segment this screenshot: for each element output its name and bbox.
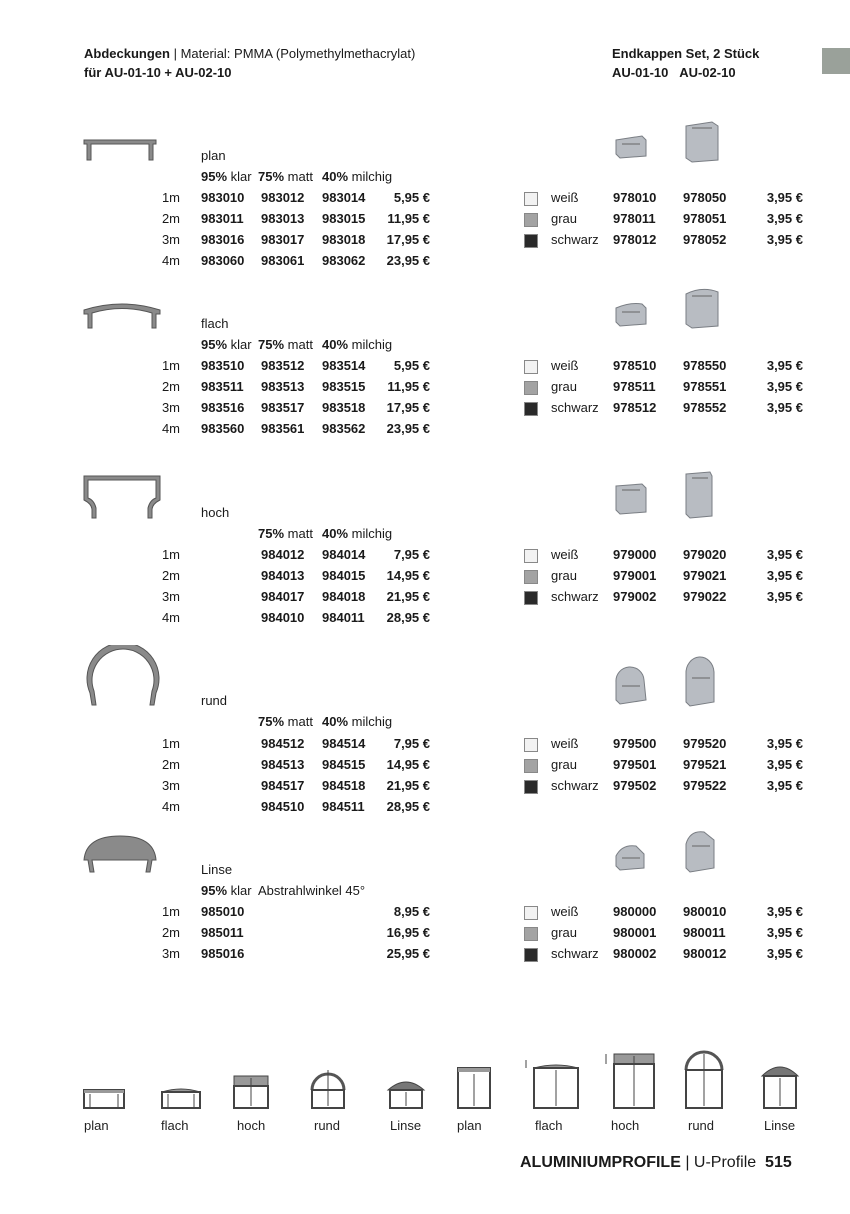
swatch-weiss — [524, 549, 538, 563]
cross-section-label: hoch — [611, 1118, 640, 1133]
table-row: 4m 984010 984011 28,95 € — [161, 610, 430, 625]
table-row: 1m 983010 983012 983014 5,95 € weiß 978010 978050 3,95 € — [161, 190, 803, 205]
section-name: flach — [201, 316, 229, 331]
chapter-tab — [822, 48, 850, 74]
swatch-weiss — [524, 192, 538, 206]
endcap-image-icon — [612, 840, 648, 872]
swatch-schwarz — [524, 780, 538, 794]
header-compat: für AU-01-10 + AU-02-10 — [84, 65, 232, 80]
swatch-grau — [524, 759, 538, 773]
table-row: 2m 985011 16,95 € grau 980001 980011 3,95 € — [161, 925, 803, 940]
cross-section-label: rund — [314, 1118, 341, 1133]
cross-section-flach-icon — [158, 1082, 204, 1110]
endcap-col-a: AU-01-10 — [612, 65, 669, 80]
cross-section-label: plan — [84, 1118, 109, 1133]
section-name: hoch — [201, 505, 230, 520]
table-row: 1m 985010 8,95 € weiß 980000 980010 3,95 € — [161, 904, 803, 919]
endcap-image-icon — [612, 480, 648, 516]
table-row: 1m 984012 984014 7,95 € weiß 979000 979020 3,95 € — [161, 547, 803, 562]
cross-section-plan-icon — [82, 1088, 126, 1110]
cross-section-plan-icon — [456, 1066, 492, 1110]
endcap-image-icon — [612, 666, 648, 706]
table-row: 3m 985016 25,95 € schwarz 980002 980012 3,95 € — [161, 946, 803, 961]
section-name: rund — [201, 693, 228, 708]
table-row: 2m 984013 984015 14,95 € grau 979001 979021 3,95 € — [161, 568, 803, 583]
page-footer — [520, 1154, 792, 1172]
profile-rund-icon — [82, 645, 164, 707]
swatch-schwarz — [524, 591, 538, 605]
column-header: 75% matt — [258, 337, 313, 352]
endcap-set-title: Endkappen Set, 2 Stück — [612, 46, 760, 61]
cross-section-hoch-icon — [602, 1050, 658, 1110]
swatch-grau — [524, 381, 538, 395]
endcap-image-icon — [612, 134, 648, 160]
column-header: 75% matt — [258, 169, 313, 184]
endcap-image-icon — [612, 300, 648, 328]
table-row: 4m 983560 983561 983562 23,95 € — [161, 421, 430, 436]
profile-linse-icon — [82, 834, 158, 874]
cross-section-label: rund — [688, 1118, 715, 1133]
column-header: 40% milchig — [322, 526, 393, 541]
cross-section-label: Linse — [390, 1118, 422, 1133]
profile-flach-icon — [82, 300, 162, 330]
column-header: 40% milchig — [322, 169, 393, 184]
cross-section-label: flach — [535, 1118, 563, 1133]
table-row: 3m 984517 984518 21,95 € schwarz 979502 979522 3,95 € — [161, 778, 803, 793]
column-header: 95% klar — [201, 883, 252, 898]
swatch-grau — [524, 570, 538, 584]
header-right — [612, 44, 759, 82]
endcap-col-b: AU-02-10 — [679, 65, 736, 80]
table-row: 3m 984017 984018 21,95 € schwarz 979002 979022 3,95 € — [161, 589, 803, 604]
footer-title: ALUMINIUMPROFILE — [520, 1154, 681, 1171]
swatch-weiss — [524, 906, 538, 920]
cross-section-label: Linse — [764, 1118, 796, 1133]
swatch-weiss — [524, 360, 538, 374]
section-name: plan — [201, 148, 226, 163]
endcap-image-icon — [682, 120, 722, 164]
header-left — [84, 44, 415, 82]
table-row: 2m 984513 984515 14,95 € grau 979501 979521 3,95 € — [161, 757, 803, 772]
cross-section-label: hoch — [237, 1118, 266, 1133]
endcap-image-icon — [682, 828, 718, 874]
table-row: 4m 983060 983061 983062 23,95 € — [161, 253, 430, 268]
header-material: | Material: PMMA (Polymethylmethacrylat) — [169, 46, 416, 61]
column-header: 75% matt — [258, 714, 313, 729]
endcap-image-icon — [682, 286, 722, 330]
cross-section-label: plan — [457, 1118, 482, 1133]
footer-subtitle: | U-Profile — [680, 1154, 757, 1171]
cross-section-flach-icon — [522, 1052, 580, 1110]
cross-section-rund-icon — [676, 1048, 730, 1110]
swatch-schwarz — [524, 948, 538, 962]
column-header: Abstrahlwinkel 45° — [258, 883, 366, 898]
cross-section-linse-icon — [380, 1074, 432, 1110]
profile-plan-icon — [82, 138, 158, 162]
page-number: 515 — [765, 1154, 792, 1171]
swatch-schwarz — [524, 234, 538, 248]
swatch-grau — [524, 213, 538, 227]
table-row: 2m 983511 983513 983515 11,95 € grau 978511 978551 3,95 € — [161, 379, 803, 394]
table-row: 3m 983516 983517 983518 17,95 € schwarz 978512 978552 3,95 € — [161, 400, 803, 415]
column-header: 95% klar — [201, 169, 252, 184]
cross-section-linse-icon — [756, 1056, 802, 1110]
endcap-image-icon — [682, 656, 718, 708]
swatch-weiss — [524, 738, 538, 752]
column-header: 95% klar — [201, 337, 252, 352]
swatch-schwarz — [524, 402, 538, 416]
profile-hoch-icon — [82, 474, 162, 520]
table-row: 3m 983016 983017 983018 17,95 € schwarz 978012 978052 3,95 € — [161, 232, 803, 247]
section-name: Linse — [201, 862, 233, 877]
table-row: 2m 983011 983013 983015 11,95 € grau 978011 978051 3,95 € — [161, 211, 803, 226]
column-header: 40% milchig — [322, 337, 393, 352]
cross-section-rund-icon — [302, 1064, 354, 1110]
header-title: Abdeckungen — [84, 46, 170, 61]
endcap-image-icon — [682, 470, 716, 520]
table-row: 1m 984512 984514 7,95 € weiß 979500 979520 3,95 € — [161, 736, 803, 751]
table-row: 1m 983510 983512 983514 5,95 € weiß 978510 978550 3,95 € — [161, 358, 803, 373]
swatch-grau — [524, 927, 538, 941]
column-header: 75% matt — [258, 526, 313, 541]
cross-section-hoch-icon — [228, 1074, 274, 1110]
cross-section-label: flach — [161, 1118, 189, 1133]
column-header: 40% milchig — [322, 714, 393, 729]
table-row: 4m 984510 984511 28,95 € — [161, 799, 430, 814]
cross-section-row — [0, 1048, 850, 1118]
